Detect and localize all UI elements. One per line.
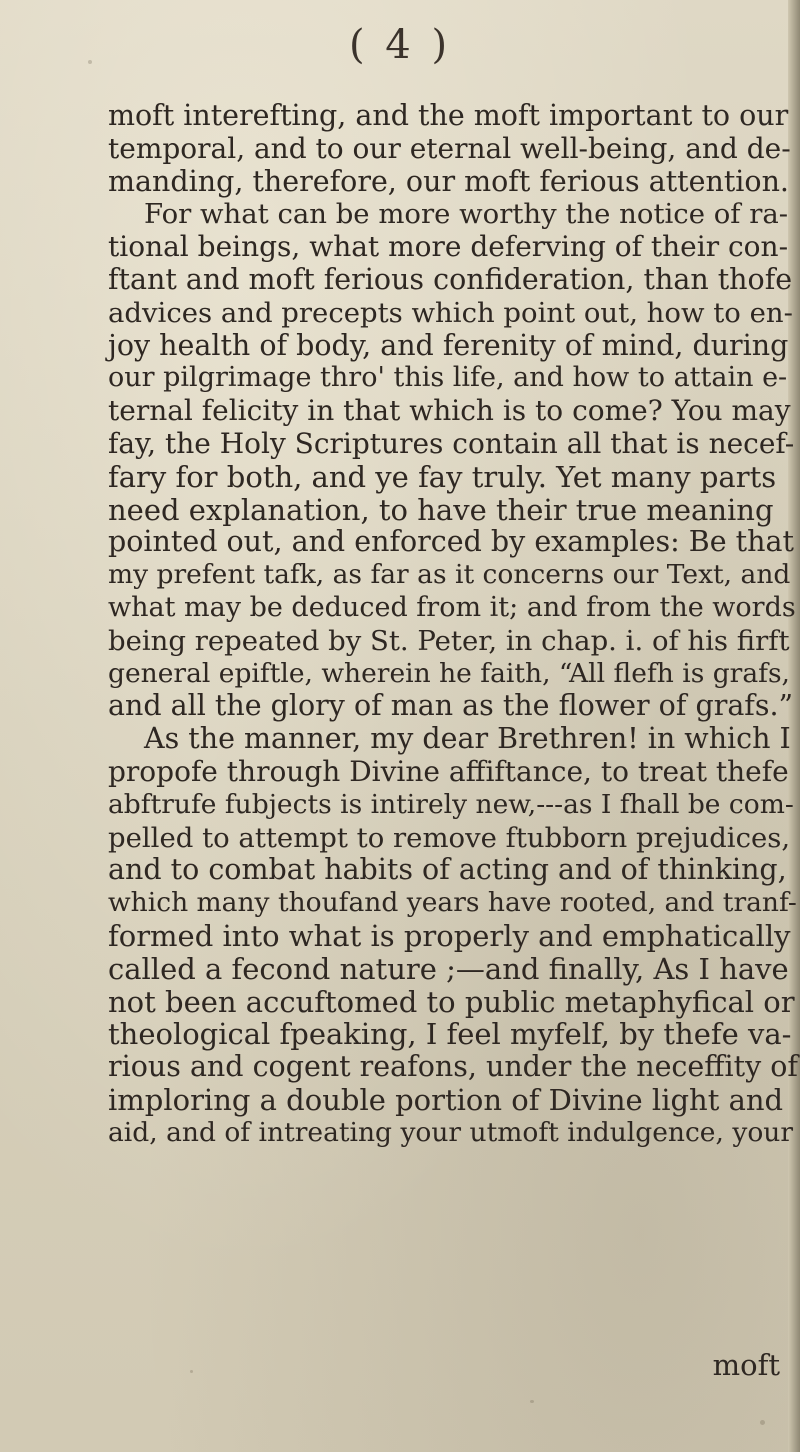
text-line: As the manner, my dear Brethren! in which I bbox=[144, 722, 791, 756]
text-line: imploring a double portion of Divine light and bbox=[108, 1082, 784, 1117]
text-line: fary for both, and ye fay truly. Yet many parts bbox=[108, 459, 777, 494]
paper-speck bbox=[190, 1370, 193, 1373]
text-line: ftant and moft ferious confideration, than thofe bbox=[108, 262, 793, 296]
text-line: pointed out, and enforced by examples: Be that bbox=[108, 525, 794, 559]
text-line: not been accuftomed to public metaphyfical or bbox=[108, 984, 795, 1019]
text-line: manding, therefore, our moft ferious attention. bbox=[108, 164, 789, 198]
text-line: what may be deduced from it; and from the words bbox=[108, 591, 796, 623]
text-line: my prefent tafk, as far as it concerns our Text, and bbox=[108, 559, 791, 591]
text-line: our pilgrimage thro' this life, and how to attain e- bbox=[108, 362, 788, 394]
text-line: called a fecond nature ;—and finally, As I have bbox=[108, 951, 789, 986]
text-line: tional beings, what more deferving of their con- bbox=[108, 230, 789, 264]
text-line: rious and cogent reafons, under the neceffity of bbox=[108, 1050, 798, 1084]
text-line: abftrufe fubjects is intirely new,---as I fhall be com- bbox=[108, 788, 794, 820]
text-line: formed into what is properly and emphatically bbox=[108, 918, 791, 953]
text-line: moft interefting, and the moft important to our bbox=[108, 99, 789, 132]
text-line: need explanation, to have their true meaning bbox=[108, 492, 774, 527]
text-line: joy health of body, and ferenity of mind, during bbox=[108, 328, 789, 362]
text-line: being repeated by St. Peter, in chap. i. of his firft bbox=[108, 624, 790, 657]
text-line: aid, and of intreating your utmoft indulgence, your bbox=[108, 1116, 794, 1148]
paper-speck bbox=[530, 1400, 534, 1403]
page-number-header: ( 4 ) bbox=[348, 22, 452, 68]
text-line: general epiftle, wherein he faith, “All flefh is grafs, bbox=[108, 657, 790, 689]
paper-speck bbox=[760, 1420, 765, 1425]
text-line: advices and precepts which point out, how to en- bbox=[108, 296, 793, 329]
text-line: pelled to attempt to remove ftubborn prejudices, bbox=[108, 821, 791, 854]
catchword: moft bbox=[712, 1348, 780, 1382]
body-text bbox=[108, 100, 798, 1150]
text-line: temporal, and to our eternal well-being, and de- bbox=[108, 131, 791, 165]
text-line: which many thoufand years have rooted, and tranf- bbox=[108, 887, 797, 919]
text-line: and all the glory of man as the flower of grafs.” bbox=[108, 689, 794, 723]
text-line: For what can be more worthy the notice of ra- bbox=[144, 198, 789, 231]
text-line: ternal felicity in that which is to come? You may bbox=[108, 394, 791, 428]
text-line: theological fpeaking, I feel myfelf, by thefe va- bbox=[108, 1017, 792, 1052]
text-line: propofe through Divine affiftance, to treat thefe bbox=[108, 754, 789, 788]
text-line: fay, the Holy Scriptures contain all that is necef- bbox=[108, 426, 795, 460]
text-line: and to combat habits of acting and of thinking, bbox=[108, 853, 787, 887]
